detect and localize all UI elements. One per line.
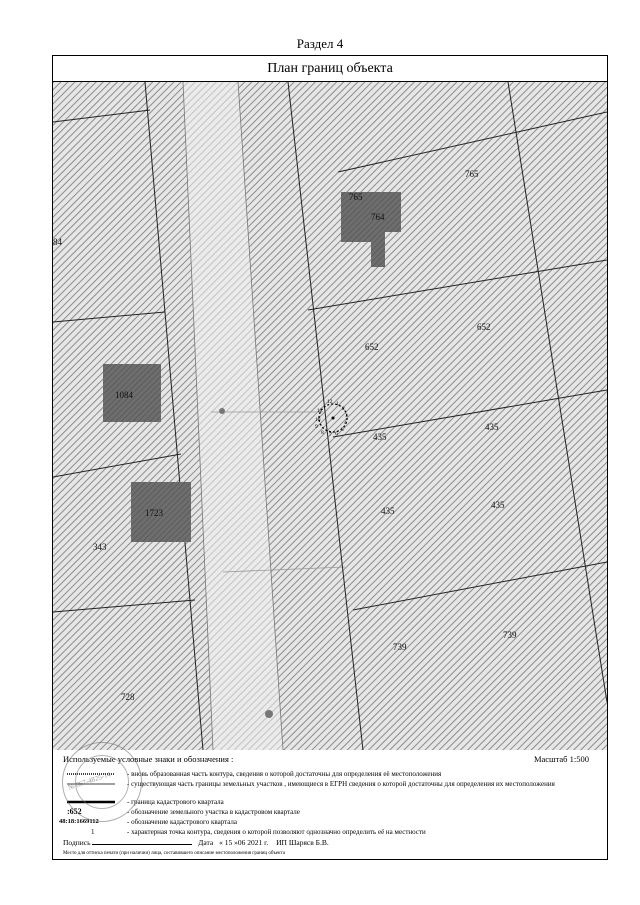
point-label: 4 [344, 420, 347, 426]
legend-text: - существующая часть границы земельных участков , имеющиеся в ЕГРН сведения о которой достаточны для определения их местоположения [127, 780, 555, 788]
quarter-symbol: 48:18:1669112 [59, 818, 99, 825]
parcel-label: 435 [491, 500, 505, 510]
survey-point [265, 710, 273, 718]
point-label: 1 [336, 401, 339, 407]
point-symbol-label: 1 [91, 828, 95, 836]
signature-line [63, 838, 329, 847]
object-center [332, 417, 335, 420]
legend-text: - обозначение земельного участка в кадастровом квартале [127, 808, 300, 816]
parcel-label: 652 [477, 322, 491, 332]
parcel-label: 739 [503, 630, 517, 640]
parcel-label: 764 [371, 212, 385, 222]
point-label: 7 [329, 432, 332, 438]
parcel-label: 84 [53, 237, 62, 247]
parcel-label: 435 [381, 506, 395, 516]
point-label: 9 [315, 424, 318, 430]
seal-number: № 867-4825-14 [66, 770, 112, 792]
parcel-label: 652 [365, 342, 379, 352]
stamp-footnote: Место для оттиска печати (при наличии) лица, составившего описание местоположения границ объекта [63, 851, 285, 856]
survey-point [219, 408, 225, 414]
legend-text: - граница кадастрового квартала [127, 798, 224, 806]
parcel-label: 1084 [115, 390, 133, 400]
parcel-label: 1723 [145, 508, 163, 518]
point-label: 6 [335, 431, 338, 437]
map-canvas [53, 82, 607, 750]
parcel-label: 765 [349, 192, 363, 202]
point-label: 11 [317, 408, 323, 414]
signature-label: Подпись [63, 838, 91, 847]
parcel-label: 739 [393, 642, 407, 652]
point-label: 10 [315, 417, 321, 423]
parcel-label: 343 [93, 542, 107, 552]
parcel-label: 435 [485, 422, 499, 432]
parcel-symbol: :652 [67, 807, 82, 816]
parcel-label: 765 [465, 169, 479, 179]
date-label: Дата [198, 838, 214, 847]
document-frame [52, 55, 608, 860]
parcel-label: 728 [121, 692, 135, 702]
parcel-label: 435 [373, 432, 387, 442]
section-title: Раздел 4 [296, 36, 344, 51]
signature-blank [92, 844, 192, 845]
point-label: 5 [341, 427, 344, 433]
point-label: 3 [345, 413, 348, 419]
map-scale: Масштаб 1:500 [533, 754, 589, 764]
seal-stamp [62, 742, 142, 822]
legend-text: - характерная точка контура, сведения о которой позволяют однозначно определить её на местности [127, 828, 426, 836]
legend-text: - обозначение кадастрового квартала [127, 818, 238, 826]
cadastral-map[interactable] [53, 82, 607, 750]
legend-text: - вновь образованная часть контура, сведения о которой достаточны для определения её местоположения [127, 770, 442, 778]
legend-title: Используемые условные знаки и обозначения : [63, 754, 234, 764]
point-label: 2 [342, 406, 345, 412]
plan-title: План границ объекта [53, 56, 607, 82]
signer-name: ИП Шарясв Б.В. [276, 838, 329, 847]
point-label: 12 [327, 399, 333, 405]
date-value: « 15 »06 2021 г. [219, 838, 269, 847]
point-label: 8 [321, 430, 324, 436]
